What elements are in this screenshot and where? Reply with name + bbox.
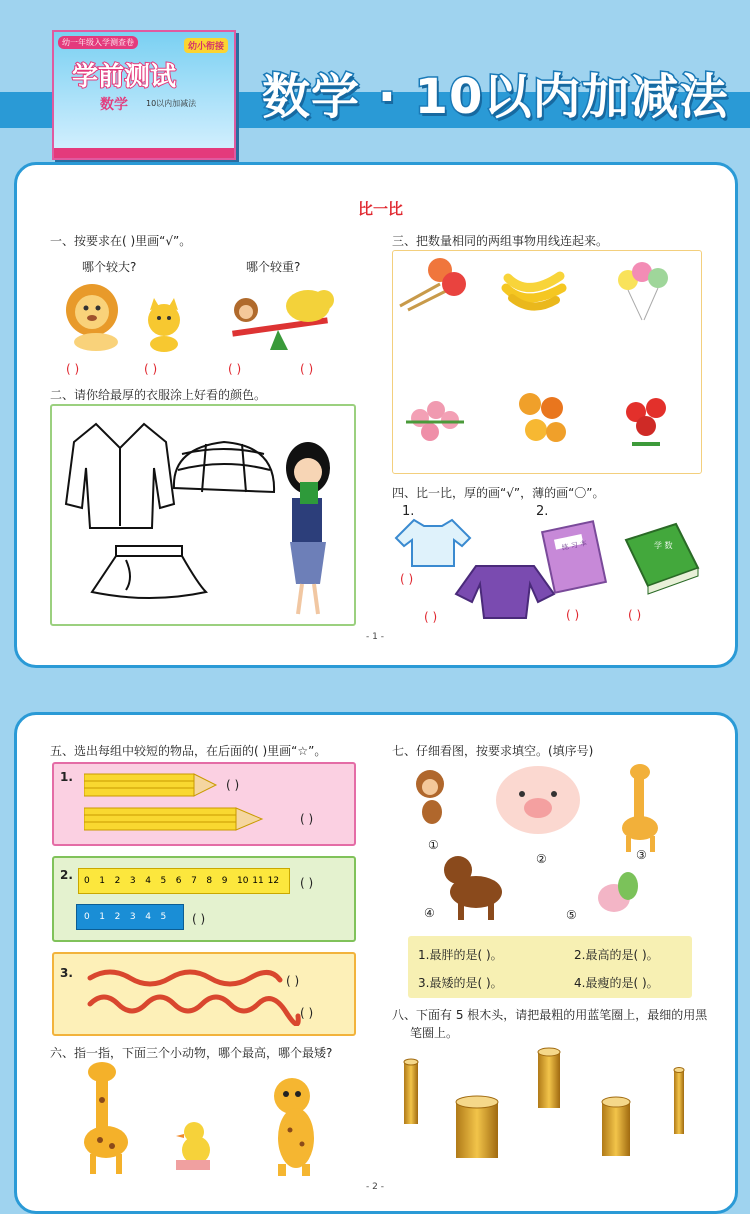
q1-sub-b: 哪个较重? [246,260,301,274]
q7-label-5: ⑤ [566,908,577,922]
pig-icon [496,766,580,834]
q2-prompt: 二、请你给最厚的衣服涂上好看的颜色。 [50,388,267,402]
page-title: 数学 · 10以内加减法 [262,69,729,125]
lollipop-icon [400,258,466,310]
q5-group-3-label: 3. [60,966,73,980]
giraffe-icon [84,1062,128,1174]
q5-paren-6[interactable]: ( ) [300,1006,314,1020]
coat-icon [66,424,174,528]
lantern-icon [519,393,566,442]
q4-paren-1[interactable]: ( ) [400,572,414,586]
q3-prompt: 三、把数量相同的两组事物用线连起来。 [392,234,609,248]
banana-icon [506,276,562,307]
q1-prompt: 一、按要求在( )里画“√”。 [50,234,192,248]
ruler-tick: 2 [114,912,121,922]
q7-prompt: 七、仔细看图，按要求填空。(填序号) [392,744,594,758]
q1-paren-1[interactable]: ( ) [66,362,80,376]
ruler-tick: 8 [206,876,213,886]
ruler-tick: 9 [221,876,228,886]
q8-prompt-line-2: 笔圈上。 [410,1026,459,1040]
rose-icon [626,398,666,444]
q5-pencils [84,772,274,836]
cover-subject: 数学 [100,97,128,113]
q4-paren-3[interactable]: ( ) [566,608,580,622]
q7-label-4: ④ [424,906,435,920]
q5-paren-3[interactable]: ( ) [300,876,314,890]
q7-label-3: ③ [636,848,647,862]
q2-illustration [56,408,352,620]
q1-illustration [56,280,346,360]
log-3-icon [538,1048,560,1108]
q8-logs [396,1044,696,1164]
q6-prompt: 六、指一指，下面三个小动物，哪个最高，哪个最矮? [50,1046,333,1060]
q5-paren-4[interactable]: ( ) [192,912,206,926]
skirt-icon [92,546,206,598]
teacher-icon [286,442,330,614]
q4-prompt: 四、比一比，厚的画“√”，薄的画“〇”。 [392,486,605,500]
q4-label-1: 1. [402,504,415,519]
q6-illustration [70,1060,340,1178]
book-cover [52,30,236,160]
lion-icon [66,284,118,351]
ruler-tick: 3 [129,912,136,922]
ruler-tick: 5 [160,912,167,922]
log-2-icon [456,1096,498,1158]
q4-illustration [392,514,702,620]
ruler-tick: 0 [84,912,90,922]
log-4-icon [602,1097,630,1156]
rope-long-icon [90,997,298,1024]
ruler-tick: 4 [145,912,151,922]
q3-illustration [396,254,698,470]
ruler-tick: 3 [129,876,136,886]
q5-paren-5[interactable]: ( ) [286,974,300,988]
q8-prompt-line-1: 八、下面有 5 根木头，请把最粗的用蓝笔圈上，最细的用黑 [392,1008,708,1022]
balloon-icon [618,262,668,320]
cover-badge: 幼小衔接 [184,38,228,53]
ruler-tick: 2 [114,876,121,886]
q5-paren-1[interactable]: ( ) [226,778,240,792]
page-number-1: - 1 - [366,632,384,642]
ruler-tick: 7 [191,876,197,886]
q5-prompt: 五、选出每组中较短的物品，在后面的( )里画“☆”。 [50,744,327,758]
section-title: 比一比 [358,200,404,218]
horse-icon [444,856,502,920]
notebook-label: 练 习 本 [561,539,588,553]
q7-answer-3[interactable]: 3.最矮的是( )。 [418,976,503,990]
ruler-tick: 12 [267,876,280,886]
kitten-icon [148,298,180,352]
q1-paren-4[interactable]: ( ) [300,362,314,376]
ruler-tick: 5 [160,876,167,886]
puffer-jacket-icon [174,442,274,492]
q4-paren-4[interactable]: ( ) [628,608,642,622]
q4-label-2: 2. [536,504,549,519]
cover-footer [54,148,234,158]
pencil-short-icon [84,808,262,830]
shirt-icon [396,520,470,566]
cover-topic: 10以内加减法 [146,99,197,108]
ruler-tick: 1 [99,876,106,886]
q5-paren-2[interactable]: ( ) [300,812,314,826]
ruler-tick: 6 [175,876,182,886]
rope-short-icon [90,972,280,984]
seesaw-icon [232,290,334,350]
q7-answer-1[interactable]: 1.最胖的是( )。 [418,948,503,962]
q7-illustration [404,758,684,930]
ruler-tick: 10 [237,876,249,886]
flower-bouquet-icon [406,401,464,441]
ruler-tick: 1 [99,912,106,922]
book-label: 学 数 [654,541,673,550]
ruler-tick: 11 [252,876,264,886]
q4-paren-2[interactable]: ( ) [424,610,438,624]
q1-paren-2[interactable]: ( ) [144,362,158,376]
squirrel-icon [598,872,638,912]
notebook-icon [542,521,606,592]
leopard-icon [274,1078,314,1176]
q5-group-1-label: 1. [60,770,73,784]
ruler-tick: 4 [145,876,151,886]
q1-paren-3[interactable]: ( ) [228,362,242,376]
monkey-icon [416,770,444,824]
q7-label-1: ① [428,838,439,852]
page-number-2: - 2 - [366,1182,384,1192]
ruler-tick: 0 [84,876,90,886]
giraffe-icon [622,764,658,852]
pencil-long-icon [84,774,216,796]
cover-tag: 幼一年级入学测查卷 [58,36,138,49]
ruler-long-ticks [84,876,284,890]
q1-sub-a: 哪个较大? [82,260,137,274]
down-jacket-icon [456,566,554,618]
log-1-icon [404,1059,418,1124]
chick-icon [176,1122,210,1170]
cover-title: 学前测试 [72,62,177,92]
log-5-icon [674,1068,684,1135]
ruler-short-ticks [84,912,180,926]
q7-answer-2[interactable]: 2.最高的是( )。 [574,948,659,962]
book-icon [626,524,698,594]
q5-group-2-label: 2. [60,868,73,882]
q7-label-2: ② [536,852,547,866]
q5-ropes [80,960,310,1026]
q7-answer-4[interactable]: 4.最瘦的是( )。 [574,976,659,990]
